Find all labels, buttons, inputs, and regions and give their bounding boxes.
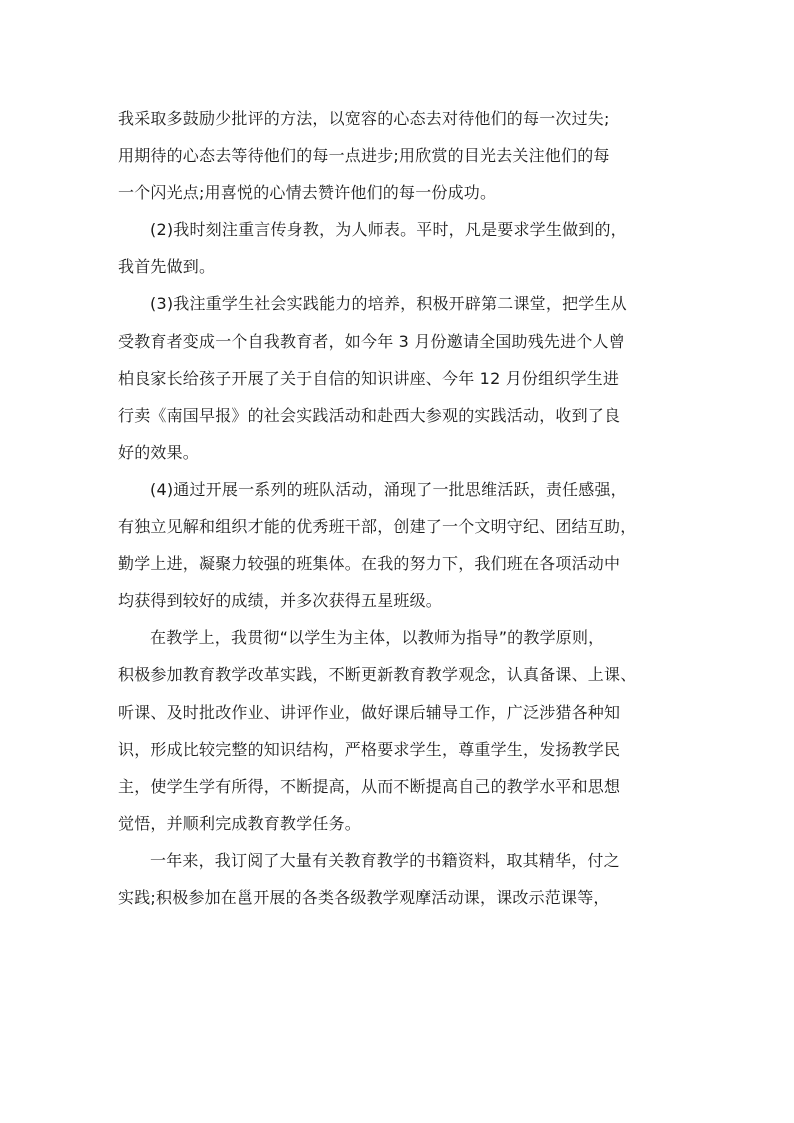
paragraph-3-line-1: (3)我注重学生社会实践能力的培养，积极开辟第二课堂，把学生从 <box>150 294 627 314</box>
text-line-8: 柏良家长给孩子开展了关于自信的知识讲座、今年 12 月份组织学生进 <box>118 368 620 388</box>
text-line-13: 勤学上进，凝聚力较强的班集体。在我的努力下，我们班在各项活动中 <box>118 554 621 574</box>
document-body <box>118 100 678 916</box>
text-line-10: 好的效果。 <box>118 442 200 462</box>
text-line-7: 受教育者变成一个自我教育者，如今年 3 月份邀请全国助残先进个人曾 <box>118 331 625 351</box>
text-line-5: 我首先做到。 <box>118 257 216 277</box>
text-line-20: 觉悟，并顺利完成教育教学任务。 <box>118 813 362 833</box>
text-line-2: 用期待的心态去等待他们的每一点进步;用欣赏的目光去关注他们的每 <box>118 146 610 166</box>
paragraph-4-line-1: (4)通过开展一系列的班队活动，涌现了一批思维活跃，责任感强， <box>150 479 627 499</box>
text-line-1: 我采取多鼓励少批评的方法，以宽容的心态去对待他们的每一次过失; <box>118 109 610 128</box>
text-line-9: 行卖《南国早报》的社会实践活动和赴西大参观的实践活动，收到了良 <box>118 405 621 425</box>
text-line-14: 均获得到较好的成绩，并多次获得五星班级。 <box>118 591 443 611</box>
paragraph-6-line-1: 一年来，我订阅了大量有关教育教学的书籍资料，取其精华，付之 <box>150 850 620 870</box>
text-line-18: 识，形成比较完整的知识结构，严格要求学生，尊重学生，发扬教学民 <box>118 739 621 759</box>
text-line-3: 一个闪光点;用喜悦的心情去赞许他们的每一份成功。 <box>118 183 497 203</box>
text-line-16: 积极参加教育教学改革实践，不断更新教育教学观念，认真备课、上课、 <box>118 665 637 685</box>
text-line-19: 主，使学生学有所得，不断提高，从而不断提高自己的教学水平和思想 <box>118 776 621 796</box>
text-line-12: 有独立见解和组织才能的优秀班干部，创建了一个文明守纪、团结互助， <box>118 517 637 537</box>
text-line-22: 实践;积极参加在邕开展的各类各级教学观摩活动课，课改示范课等， <box>118 887 610 907</box>
text-line-17: 听课、及时批改作业、讲评作业，做好课后辅导工作，广泛涉猎各种知 <box>118 702 621 722</box>
paragraph-5-line-1: 在教学上，我贯彻“以学生为主体，以教师为指导”的教学原则， <box>150 628 605 648</box>
paragraph-2-line-1: (2)我时刻注重言传身教，为人师表。平时，凡是要求学生做到的， <box>150 220 627 240</box>
